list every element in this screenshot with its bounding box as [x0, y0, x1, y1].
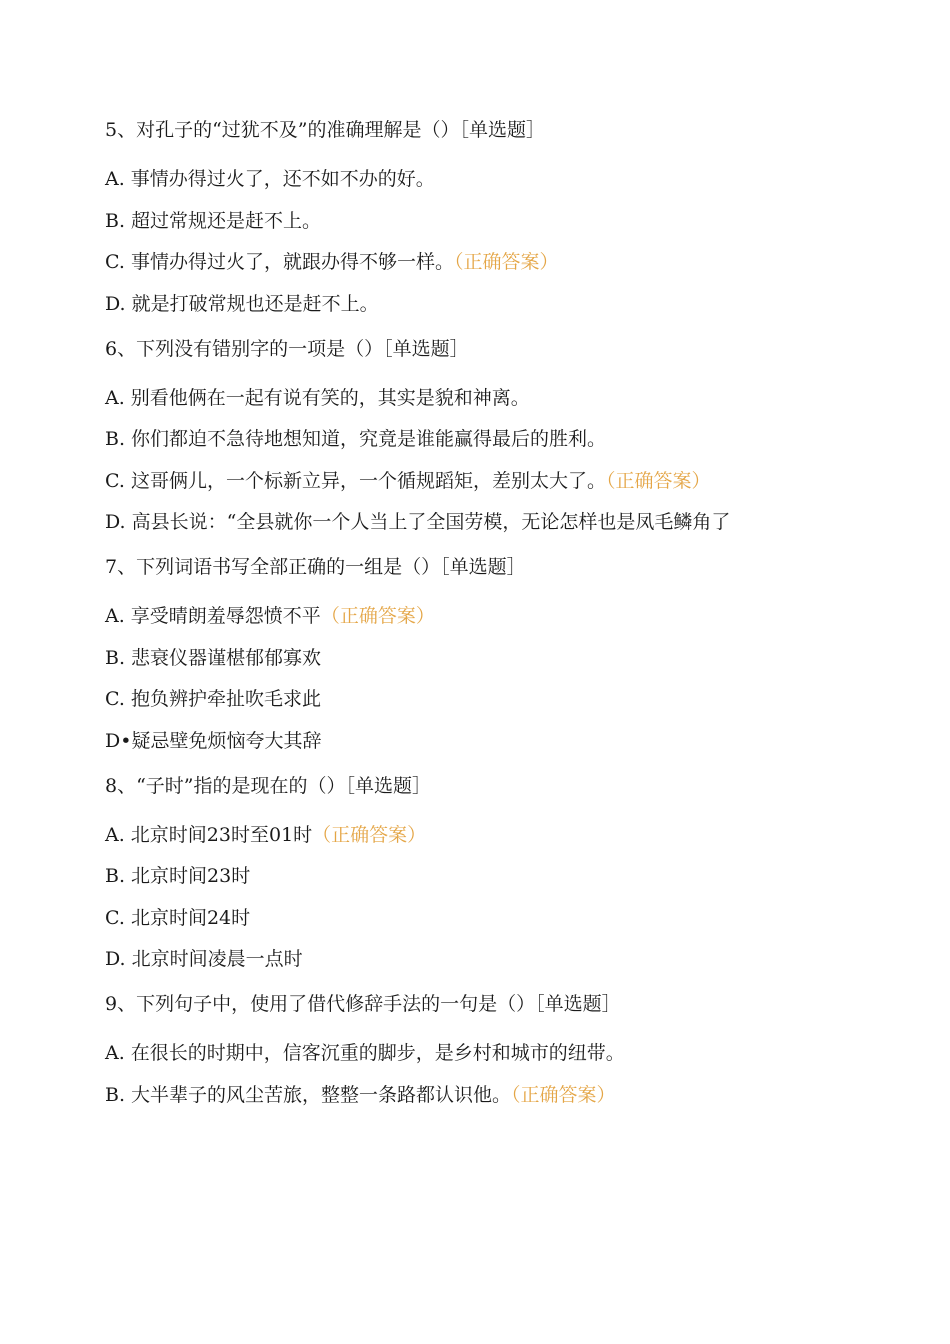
option-d [105, 726, 905, 756]
option-text: A. 在很长的时期中，信客沉重的脚步，是乡村和城市的纽带。 [105, 1042, 625, 1064]
option-text: A. 别看他俩在一起有说有笑的，其实是貌和神离。 [105, 386, 530, 409]
question-title: 9、下列句子中，使用了借代修辞手法的一句是（）［单选题］ [105, 993, 621, 1015]
option-text: D. 北京时间凌晨一点时 [105, 948, 303, 970]
correct-answer-mark: （正确答案） [605, 469, 711, 492]
option-d [105, 289, 905, 319]
option-a [105, 601, 905, 631]
option-c [105, 466, 905, 496]
correct-answer-mark: （正确答案） [453, 251, 559, 273]
question-6 [105, 334, 905, 538]
option-b [105, 861, 905, 891]
option-text: D•疑忌壁免烦恼夸大其辞 [105, 729, 322, 752]
option-text: C. 北京时间24时 [105, 906, 251, 929]
option-text: A. 享受晴朗羞辱怨愤不平 [105, 605, 321, 627]
question-title: 8、“子时”指的是现在的（）［单选题］ [105, 774, 432, 797]
option-text: A. 北京时间23时至01时 [105, 823, 313, 846]
option-text: C. 这哥俩儿，一个标新立异，一个循规蹈矩，差别太大了。 [105, 469, 606, 492]
option-b [105, 206, 905, 236]
option-d [105, 944, 905, 974]
question-9 [105, 989, 905, 1110]
option-c [105, 903, 905, 933]
question-7 [105, 552, 905, 756]
question-title: 6、下列没有错别字的一项是（）［单选题］ [105, 337, 469, 360]
option-c [105, 247, 905, 277]
correct-answer-mark: （正确答案） [312, 823, 427, 846]
option-a [105, 383, 905, 413]
question-5 [105, 115, 905, 319]
option-text: D. 就是打破常规也还是赶不上。 [105, 292, 379, 315]
question-title: 7、下列词语书写全部正确的一组是（）［单选题］ [105, 556, 526, 578]
option-c [105, 684, 905, 714]
question-title: 5、对孔子的“过犹不及”的准确理解是（）［单选题］ [105, 119, 546, 141]
option-b [105, 1080, 905, 1110]
option-text: B. 大半辈子的风尘苦旅，整整一条路都认识他。 [105, 1083, 512, 1106]
correct-answer-mark: （正确答案） [320, 605, 435, 627]
option-text: B. 你们都迫不急待地想知道，究竟是谁能赢得最后的胜利。 [105, 428, 607, 450]
option-text: C. 事情办得过火了，就跟办得不够一样。 [105, 251, 454, 273]
option-text: C. 抱负辨护牵扯吹毛求此 [105, 688, 321, 710]
option-text: B. 北京时间23时 [105, 865, 251, 887]
question-8 [105, 771, 905, 975]
option-text: B. 悲衰仪器谨椹郁郁寡欢 [105, 646, 322, 669]
correct-answer-mark: （正确答案） [511, 1083, 616, 1106]
quiz-document [105, 115, 905, 1121]
option-a [105, 164, 905, 194]
option-a [105, 820, 905, 850]
option-b [105, 424, 905, 454]
option-a [105, 1038, 905, 1068]
option-text: A. 事情办得过火了，还不如不办的好。 [105, 168, 435, 190]
option-text: D. 高县长说：“全县就你一个人当上了全国劳模，无论怎样也是凤毛鳞角了 [105, 511, 731, 533]
option-text: B. 超过常规还是赶不上。 [105, 209, 322, 232]
option-b [105, 643, 905, 673]
option-d [105, 507, 905, 537]
